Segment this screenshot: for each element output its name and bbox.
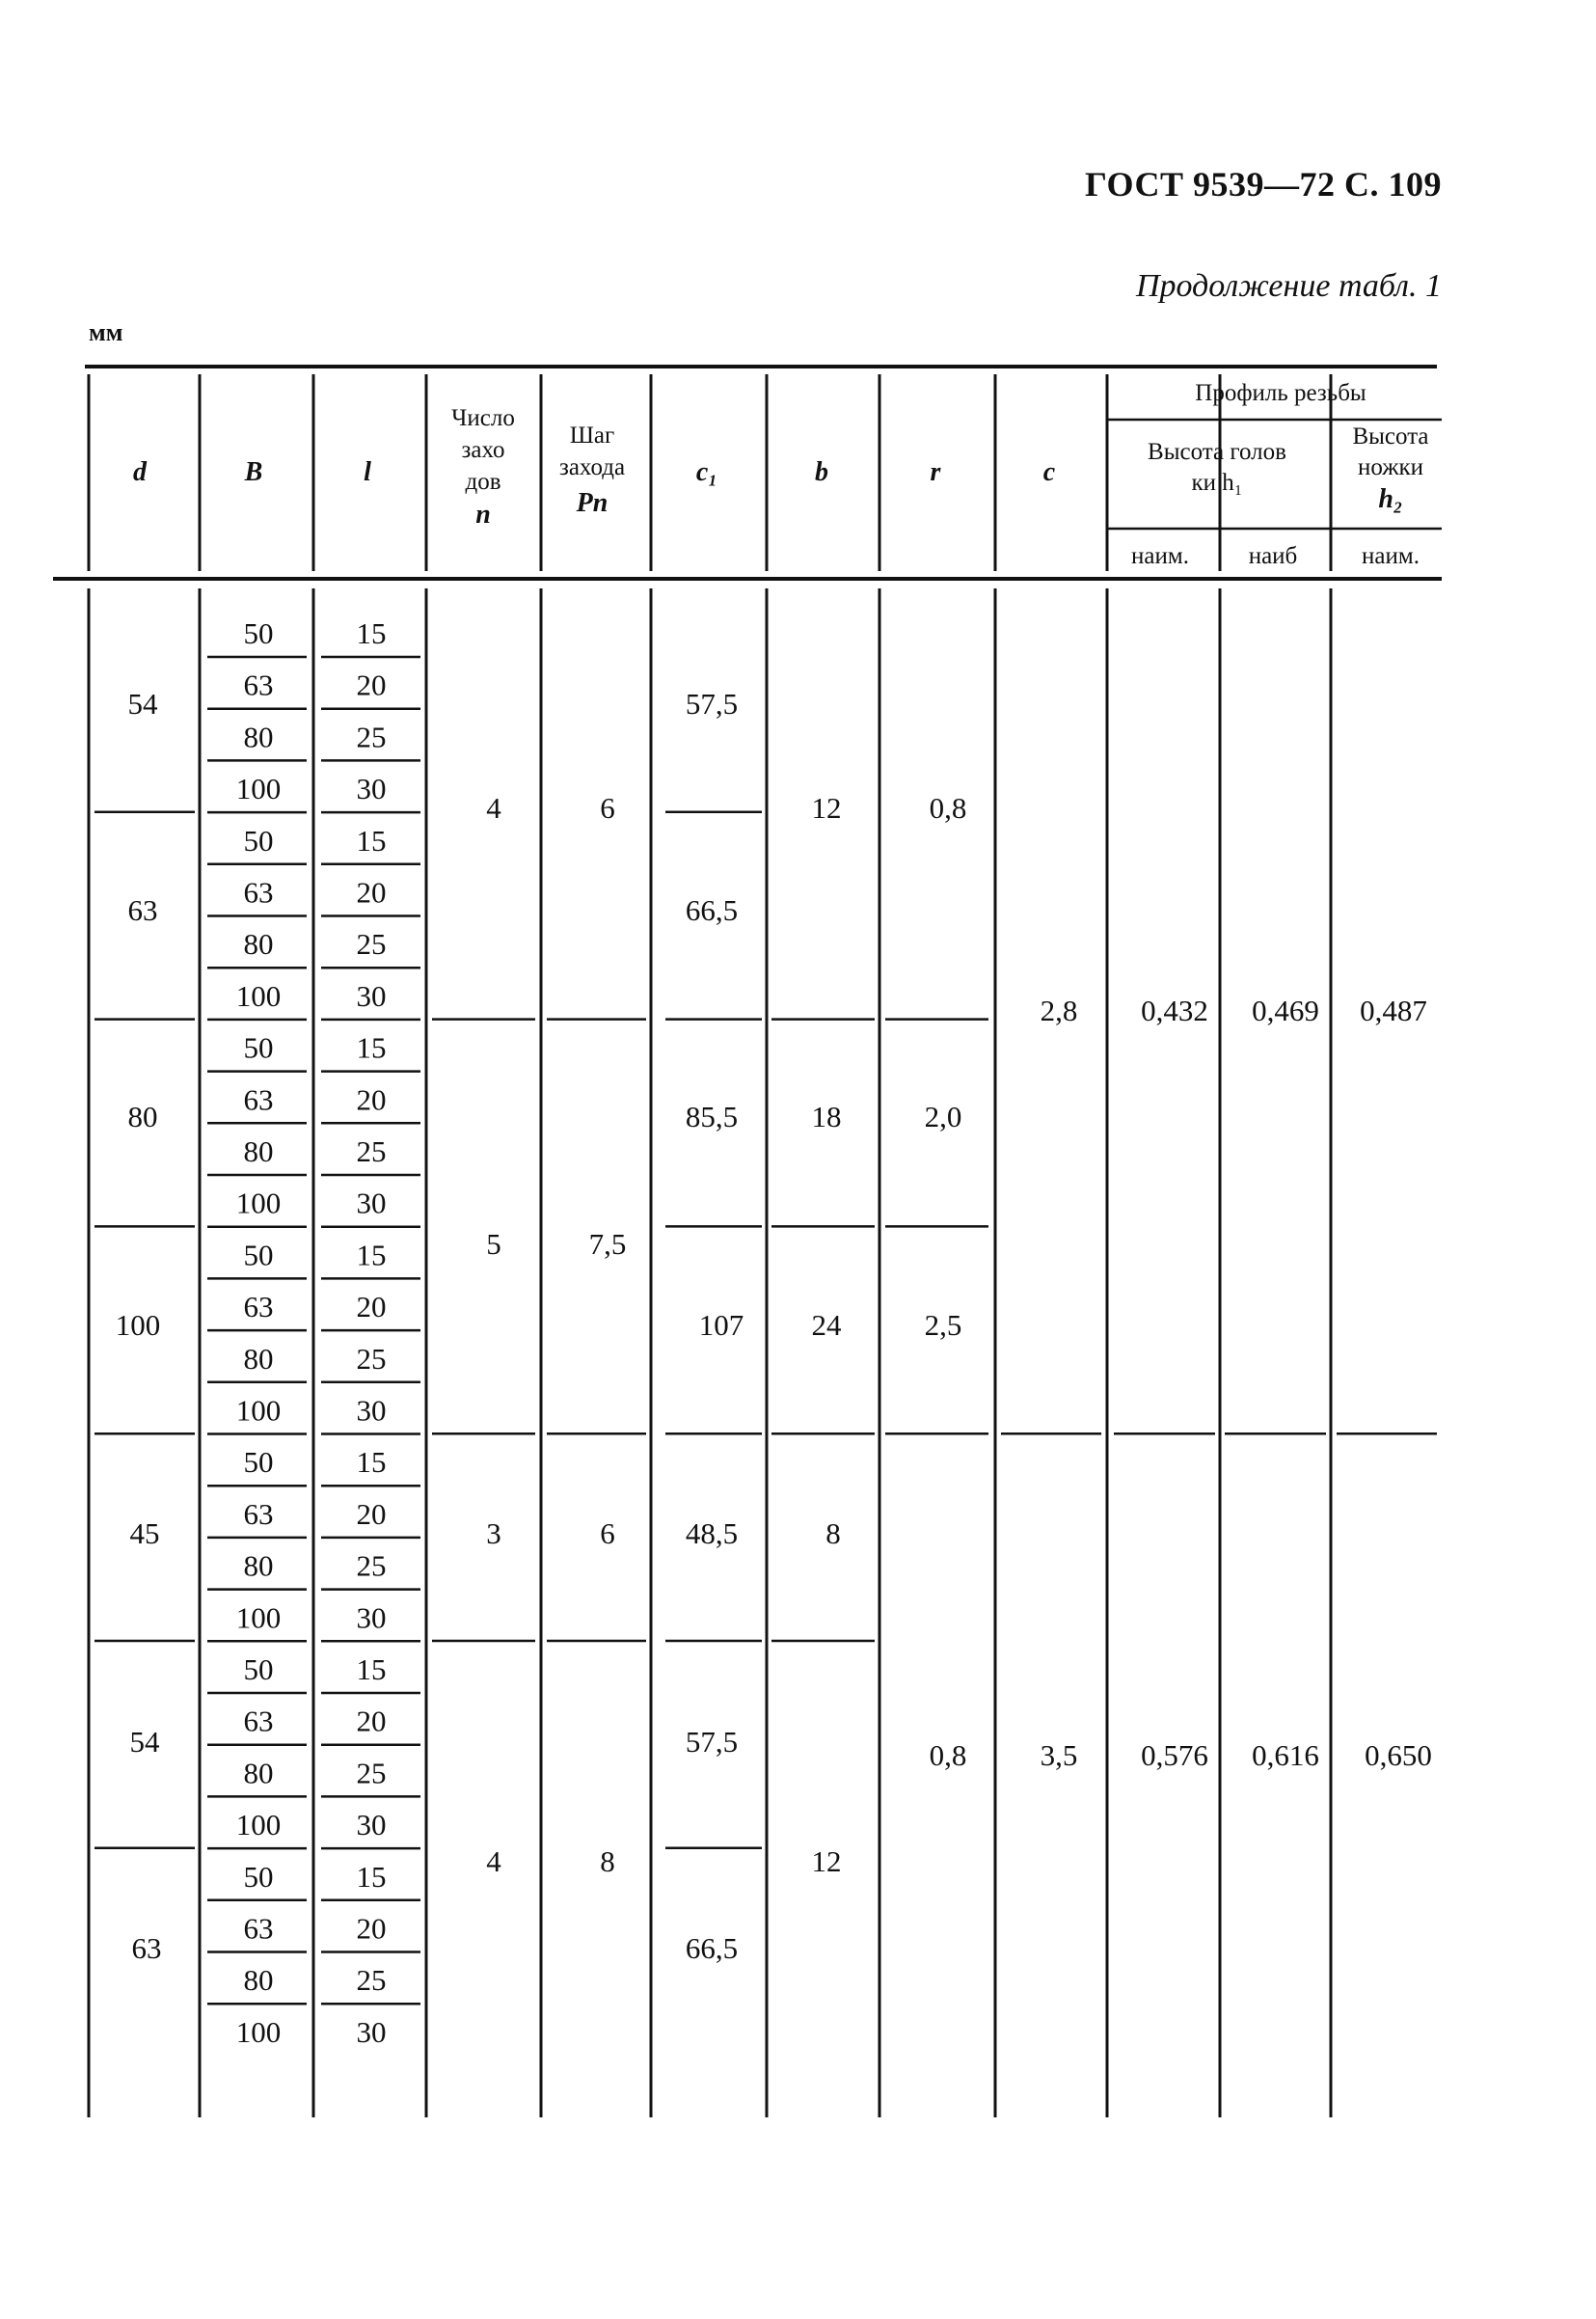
b-value: 12 [811,1844,842,1878]
pn-value: 6 [600,791,615,825]
col-n-line3: дов [465,469,501,495]
col-r: r [930,457,941,487]
table-continuation-label: Продолжение табл. 1 [1135,268,1442,304]
r-value: 2,5 [924,1308,962,1342]
c1-value: 48,5 [685,1516,739,1550]
B-value: 80 [243,1756,274,1790]
col-h2-line3: h₂ [1378,484,1403,514]
col-B: B [244,457,263,487]
n-value: 4 [486,1844,501,1878]
l-value: 30 [356,2014,387,2049]
col-n-line2: захо [461,437,505,463]
B-value: 50 [243,1445,274,1480]
n-value: 5 [486,1227,501,1261]
l-value: 25 [356,720,387,754]
B-value: 50 [243,1030,274,1065]
B-value: 100 [235,1393,282,1428]
c-value: 2,8 [1040,994,1078,1027]
l-value: 25 [356,1548,387,1583]
h2-min-value: 0,650 [1365,1738,1432,1772]
n-value: 4 [486,791,501,825]
col-h2-line2: ножки [1357,454,1424,480]
B-value: 63 [243,668,274,702]
l-value: 30 [356,1393,387,1428]
B-value: 63 [243,1082,274,1117]
B-value: 80 [243,720,274,754]
l-value: 20 [356,1911,387,1946]
l-value: 15 [356,1238,387,1272]
col-pn-line1: Шаг [569,423,615,449]
B-value: 80 [243,1548,274,1583]
B-value: 80 [243,1134,274,1168]
thread-profile-label: Профиль резьбы [1195,380,1366,406]
l-value: 30 [356,1600,387,1635]
n-value: 3 [486,1516,501,1550]
pn-value: 6 [600,1516,615,1550]
l-value: 20 [356,668,387,702]
B-value: 50 [243,1238,274,1272]
B-value: 50 [243,1652,274,1686]
B-value: 80 [243,1963,274,1998]
d-value: 54 [129,1725,160,1759]
B-value: 100 [235,1186,282,1220]
B-value: 63 [243,1704,274,1738]
B-value: 100 [235,978,282,1013]
B-value: 50 [243,616,274,650]
B-value: 80 [243,927,274,962]
c-value: 3,5 [1040,1738,1078,1772]
col-pn-line2: захода [558,454,626,480]
l-value: 15 [356,1652,387,1686]
pn-value: 7,5 [588,1227,627,1261]
b-value: 8 [825,1516,841,1550]
l-value: 20 [356,1082,387,1117]
l-value: 20 [356,1704,387,1738]
col-h1-line2: ки h₁ [1191,470,1243,496]
h2-min-value: 0,487 [1360,994,1427,1027]
B-value: 80 [243,1341,274,1376]
col-n-line1: Число [451,405,515,431]
l-value: 30 [356,1186,387,1220]
standard-code: ГОСТ 9539—72 С. 109 [1085,165,1442,204]
B-value: 50 [243,823,274,858]
l-value: 25 [356,1756,387,1790]
c1-value: 85,5 [685,1100,739,1133]
l-value: 25 [356,1341,387,1376]
B-value: 100 [235,1808,282,1842]
d-value: 54 [127,687,158,721]
l-value: 20 [356,1496,387,1531]
h1-max-value: 0,616 [1252,1738,1319,1772]
B-value: 100 [235,1600,282,1635]
B-value: 100 [235,2014,282,2049]
d-value: 63 [127,893,158,927]
d-value: 63 [131,1931,162,1965]
l-value: 30 [356,978,387,1013]
r-value: 0,8 [929,1738,967,1772]
col-l: l [364,457,371,487]
col-h2-min: наим. [1362,543,1420,569]
l-value: 25 [356,1134,387,1168]
d-value: 45 [129,1516,160,1550]
B-value: 63 [243,1290,274,1324]
col-h2-line1: Высота [1352,423,1429,450]
c1-value: 57,5 [685,687,739,721]
B-value: 100 [235,772,282,806]
l-value: 30 [356,772,387,806]
l-value: 20 [356,1290,387,1324]
d-value: 80 [127,1100,158,1133]
l-value: 15 [356,1030,387,1065]
B-value: 63 [243,1496,274,1531]
l-value: 30 [356,1808,387,1842]
B-value: 63 [243,875,274,910]
col-c: c [1042,457,1056,487]
l-value: 15 [356,823,387,858]
h1-min-value: 0,576 [1141,1738,1208,1772]
b-value: 12 [811,791,842,825]
c1-value: 66,5 [685,1931,739,1965]
col-d: d [133,457,147,487]
r-value: 2,0 [924,1100,962,1133]
l-value: 15 [356,616,387,650]
pn-value: 8 [600,1844,615,1878]
h1-min-value: 0,432 [1141,994,1208,1027]
B-value: 63 [243,1911,274,1946]
table-header [133,380,1429,569]
l-value: 15 [356,1445,387,1480]
units-label: мм [89,318,123,346]
col-b: b [815,457,828,487]
l-value: 25 [356,927,387,962]
B-value: 50 [243,1859,274,1894]
l-value: 15 [356,1859,387,1894]
col-h1-line1: Высота голов [1148,439,1286,465]
d-value: 100 [115,1308,161,1342]
col-h1-min: наим. [1131,543,1189,569]
h1-max-value: 0,469 [1252,994,1319,1027]
l-value: 20 [356,875,387,910]
b-value: 24 [811,1308,842,1342]
col-c1: c₁ [695,457,718,487]
col-h1-max: наиб [1248,543,1298,569]
col-pn-line3: Pn [576,488,609,518]
r-value: 0,8 [929,791,967,825]
c1-value: 57,5 [685,1725,739,1759]
b-value: 18 [811,1100,842,1133]
c1-value: 66,5 [685,893,739,927]
c1-value: 107 [698,1308,744,1342]
col-n-line4: n [475,500,491,530]
l-value: 25 [356,1963,387,1998]
